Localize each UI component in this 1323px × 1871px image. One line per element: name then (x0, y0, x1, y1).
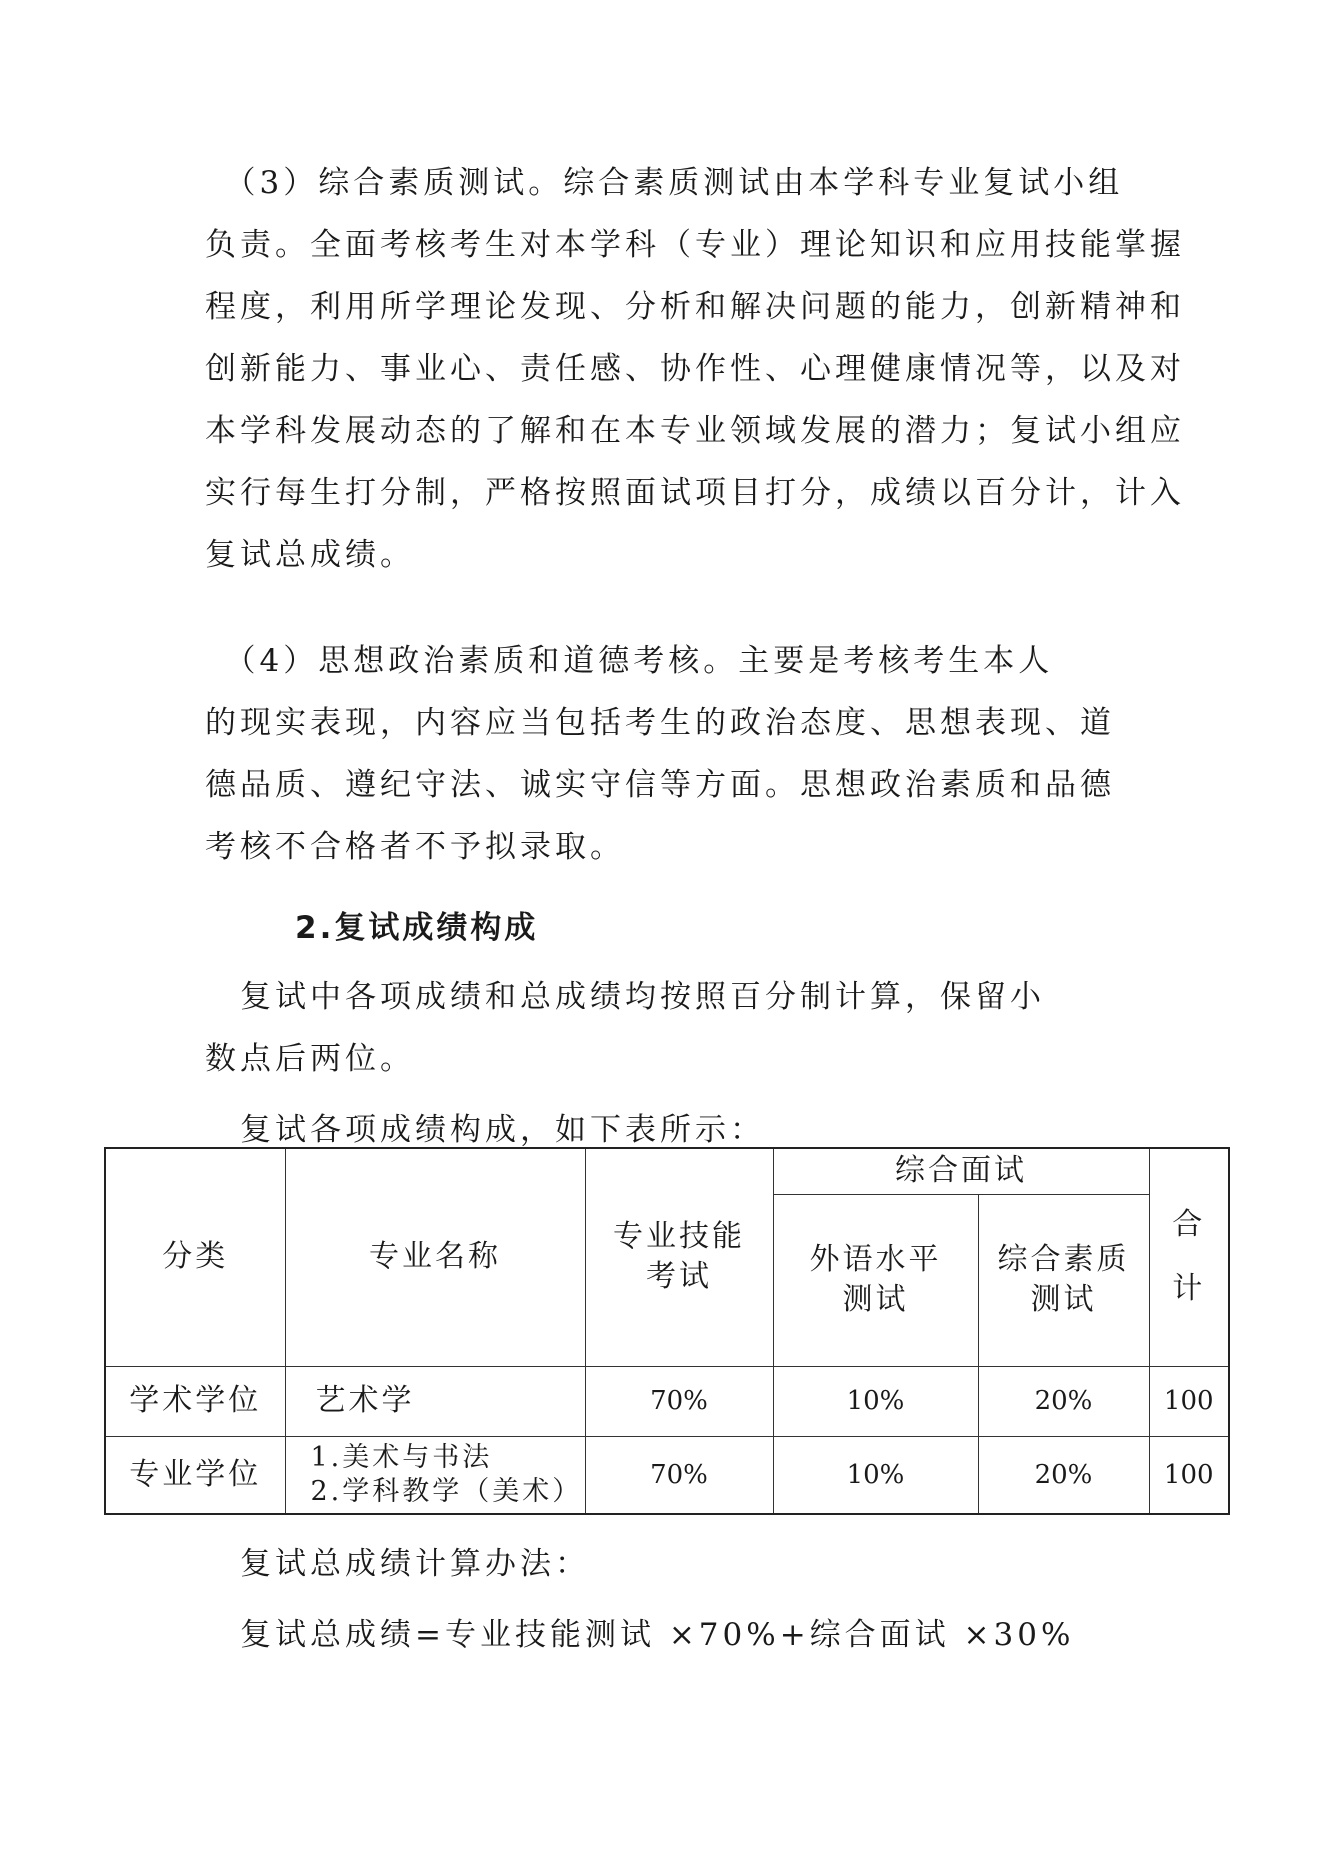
section-3-paragraph (205, 152, 1185, 586)
score-method-paragraph (205, 966, 1125, 1090)
row-major: 1.美术与书法 2.学科教学（美术） (285, 1436, 585, 1514)
table-row (105, 1366, 1229, 1436)
text-line: 考核不合格者不予拟录取。 (205, 829, 625, 865)
table-header-row (105, 1148, 1229, 1194)
row-foreign: 10% (773, 1366, 978, 1436)
header-interview: 综合面试 (773, 1148, 1149, 1194)
text-line: 本学科发展动态的了解和在本专业领域发展的潜力；复试小组应 (205, 413, 1185, 449)
row-category: 学术学位 (105, 1366, 285, 1436)
text-line: 德品质、遵纪守法、诚实守信等方面。思想政治素质和品德 (205, 767, 1115, 803)
text-line: 复试总成绩。 (205, 537, 415, 573)
row-total: 100 (1149, 1436, 1229, 1514)
text-line: 负责。全面考核考生对本学科（专业）理论知识和应用技能掌握 (205, 227, 1185, 263)
header-total: 合 计 (1149, 1148, 1229, 1366)
text-line: 复试中各项成绩和总成绩均按照百分制计算，保留小 (205, 979, 1045, 1015)
header-skill: 专业技能 考试 (585, 1148, 773, 1366)
text-line: 复试各项成绩构成，如下表所示： (205, 1112, 765, 1148)
text-line: 创新能力、事业心、责任感、协作性、心理健康情况等，以及对 (205, 351, 1185, 387)
score-composition-table (104, 1147, 1230, 1515)
text-line: （3）综合素质测试。综合素质测试由本学科专业复试小组 (205, 165, 1124, 201)
text-line: 程度，利用所学理论发现、分析和解决问题的能力，创新精神和 (205, 289, 1185, 325)
text-line: 数点后两位。 (205, 1041, 415, 1077)
text-line: （4）思想政治素质和道德考核。主要是考核考生本人 (205, 643, 1054, 679)
row-quality: 20% (978, 1366, 1149, 1436)
calculation-method-label (205, 1533, 1125, 1595)
text-line: 实行每生打分制，严格按照面试项目打分，成绩以百分计，计入 (205, 475, 1185, 511)
text-line: 的现实表现，内容应当包括考生的政治态度、思想表现、道 (205, 705, 1115, 741)
row-skill: 70% (585, 1436, 773, 1514)
section-4-paragraph (205, 630, 1125, 878)
header-foreign: 外语水平 测试 (773, 1194, 978, 1366)
section-heading: 2.复试成绩构成 (295, 910, 539, 946)
text-line: 复试总成绩=专业技能测试 ×70%+综合面试 ×30% (205, 1617, 1075, 1653)
row-quality: 20% (978, 1436, 1149, 1514)
header-major: 专业名称 (285, 1148, 585, 1366)
row-total: 100 (1149, 1366, 1229, 1436)
table-row (105, 1436, 1229, 1514)
row-foreign: 10% (773, 1436, 978, 1514)
header-category: 分类 (105, 1148, 285, 1366)
row-skill: 70% (585, 1366, 773, 1436)
header-quality: 综合素质 测试 (978, 1194, 1149, 1366)
row-major: 艺术学 (285, 1366, 585, 1436)
calculation-formula (205, 1604, 1125, 1666)
text-line: 复试总成绩计算办法： (205, 1546, 590, 1582)
row-category: 专业学位 (105, 1436, 285, 1514)
